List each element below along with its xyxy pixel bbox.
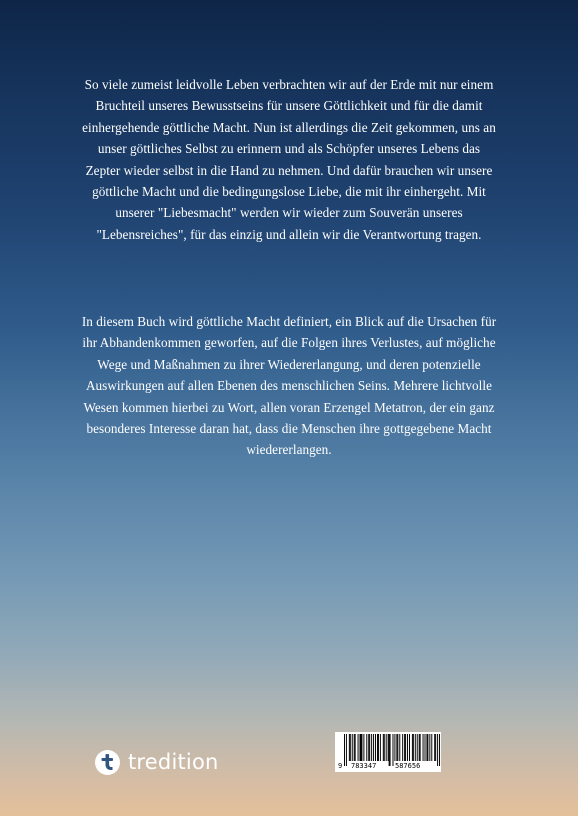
- barcode-bar: [360, 734, 361, 761]
- barcode-bar: [399, 734, 400, 761]
- barcode-bar: [371, 734, 372, 761]
- barcode-bar: [350, 734, 351, 761]
- barcode-bar: [373, 734, 374, 761]
- barcode-bar: [360, 734, 361, 761]
- barcode-bar: [426, 734, 427, 761]
- barcode-bar: [420, 734, 421, 761]
- barcode-bar: [431, 734, 432, 761]
- barcode-bar: [423, 734, 424, 761]
- barcode-bar: [349, 734, 350, 761]
- barcode-bar: [358, 734, 359, 761]
- barcode-bar: [415, 734, 416, 761]
- barcode-bar: [388, 734, 389, 761]
- barcode-bar: [369, 734, 370, 761]
- barcode-bar: [427, 734, 428, 761]
- barcode-bar: [396, 734, 397, 761]
- barcode-bar: [412, 734, 413, 761]
- barcode-bar: [355, 734, 356, 761]
- barcode-bar: [368, 734, 369, 761]
- barcode-bar: [361, 734, 362, 761]
- barcode-bar: [434, 734, 435, 761]
- barcode-bar: [380, 734, 381, 761]
- barcode-bar: [413, 734, 414, 761]
- barcode-bar: [377, 734, 378, 761]
- barcode-bar: [407, 734, 408, 761]
- barcode-bar: [384, 734, 385, 761]
- barcode-bar: [409, 734, 410, 761]
- barcode-bar: [417, 734, 418, 761]
- publisher-name: tredition: [128, 750, 219, 774]
- barcode-bar: [354, 734, 355, 761]
- isbn-barcode: [335, 732, 441, 772]
- barcode-bar: [397, 734, 398, 761]
- barcode-bar: [366, 734, 367, 761]
- barcode-bar: [363, 734, 364, 761]
- barcode-bar: [429, 734, 430, 761]
- barcode-bar: [419, 734, 420, 761]
- publisher-logo: [95, 749, 219, 775]
- isbn-right-group: 587656: [395, 762, 421, 770]
- back-cover-blurb-paragraph-1: So viele zumeist leidvolle Leben verbrachten wir auf der Erde mit nur einem Bruchteil unseres Bewusstseins für unsere Göttlichkeit und für die damit einhergehende göttliche Macht. Nun ist allerdings die Zeit gekommen, uns an unser göttliches Selbst zu erinnern und als Schöpfer unseres Lebens das Zepter wieder selbst in die Hand zu nehmen. Und dafür brauchen wir unsere göttliche Macht und die bedingungslose Liebe, die mit ihr einhergeht. Mit unserer "Liebesmacht" werden wir wieder zum Souverän unseres "Lebensreiches", für das einzig und allein wir die Verantwortung tragen.: [82, 77, 496, 242]
- isbn-lead-digit: 9: [338, 762, 343, 770]
- barcode-bar: [375, 734, 376, 761]
- barcode-bar: [383, 734, 384, 761]
- barcode-bar: [378, 734, 379, 761]
- barcode-bar: [425, 734, 426, 761]
- tredition-logo-icon: [95, 750, 120, 775]
- back-cover-blurb-paragraph-2: In diesem Buch wird göttliche Macht definiert, ein Blick auf die Ursachen für ihr Abhandenkommen geworfen, auf die Folgen ihres Verlustes, auf mögliche Wege und Maßnahmen zu ihrer Wiedererlangung, und deren potenzielle Auswirkungen auf allen Ebenen des menschlichen Seins. Mehrere lichtvolle Wesen kommen hierbei zu Wort, allen voran Erzengel Metatron, der ein ganz besonderes Interesse daran hat, dass die Menschen ihre gottgegebene Macht wiedererlangen.: [81, 314, 497, 458]
- barcode-bar: [386, 734, 387, 761]
- isbn-left-group: 783347: [351, 762, 377, 770]
- barcode-bar: [435, 734, 436, 761]
- barcode-bar: [352, 734, 353, 761]
- barcode-bar: [394, 734, 395, 761]
- barcode-bar: [404, 734, 405, 761]
- barcode-bar: [405, 734, 406, 761]
- isbn-digits: [335, 761, 441, 771]
- barcode-bar: [402, 734, 403, 761]
